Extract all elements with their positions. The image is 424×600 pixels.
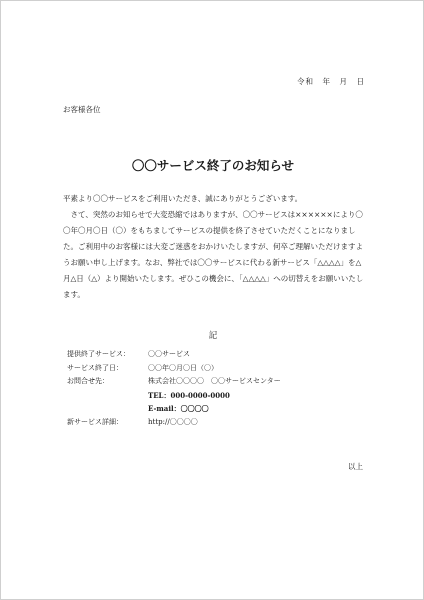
detail-value-email: E-mail：〇〇〇〇 — [148, 404, 209, 413]
detail-label — [67, 389, 148, 403]
detail-value: 〇〇サービス — [148, 350, 190, 358]
detail-row-contact — [67, 375, 281, 389]
body-paragraph: さて、突然のお知らせで大変恐縮ではありますが、〇〇サービスは××××××により〇〇年〇月〇日（〇）をもちましてサービスの提供を終了させていただくことになりました。ご利用中のお客様には大変ご迷惑をおかけいたしますが、何卒ご理解いただけますようお願い申し上げます。なお、弊社では〇〇サービスに代わる新サービス「△△△△」を△月△日（△）より開始いたします。ぜひこの機会に、「△△△△」への切替えをお願いいたします。 — [63, 210, 364, 299]
letter-date: 令和 年 月 日 — [297, 77, 365, 86]
body-greeting: 平素より〇〇サービスをご利用いただき、誠にありがとうございます。 — [63, 194, 303, 203]
detail-row-end-date — [67, 362, 281, 376]
detail-value: 〇〇年〇月〇日（〇） — [148, 363, 218, 372]
letter-closing: 以上 — [348, 462, 363, 471]
detail-row-email — [67, 402, 281, 416]
detail-label: 提供終了サービス： — [67, 350, 130, 358]
detail-row-tel — [67, 389, 281, 403]
details-list — [67, 348, 281, 429]
detail-value: http://〇〇〇〇 — [148, 417, 198, 426]
detail-label: 新サービス詳細： — [67, 417, 123, 426]
detail-label — [67, 402, 148, 416]
detail-row-service — [67, 348, 281, 362]
detail-row-new-service — [67, 416, 281, 430]
note-heading: 記 — [208, 331, 218, 341]
detail-label: サービス終了日： — [67, 363, 123, 372]
letter-recipient: お客様各位 — [63, 105, 101, 114]
detail-label: お問合せ先： — [67, 377, 109, 385]
detail-value-tel: TEL：000-0000-0000 — [148, 390, 230, 400]
letter-title: 〇〇サービス終了のお知らせ — [131, 158, 295, 173]
letter-body — [63, 191, 367, 303]
detail-value: 株式会社〇〇〇〇 〇〇サービスセンター — [148, 377, 281, 385]
